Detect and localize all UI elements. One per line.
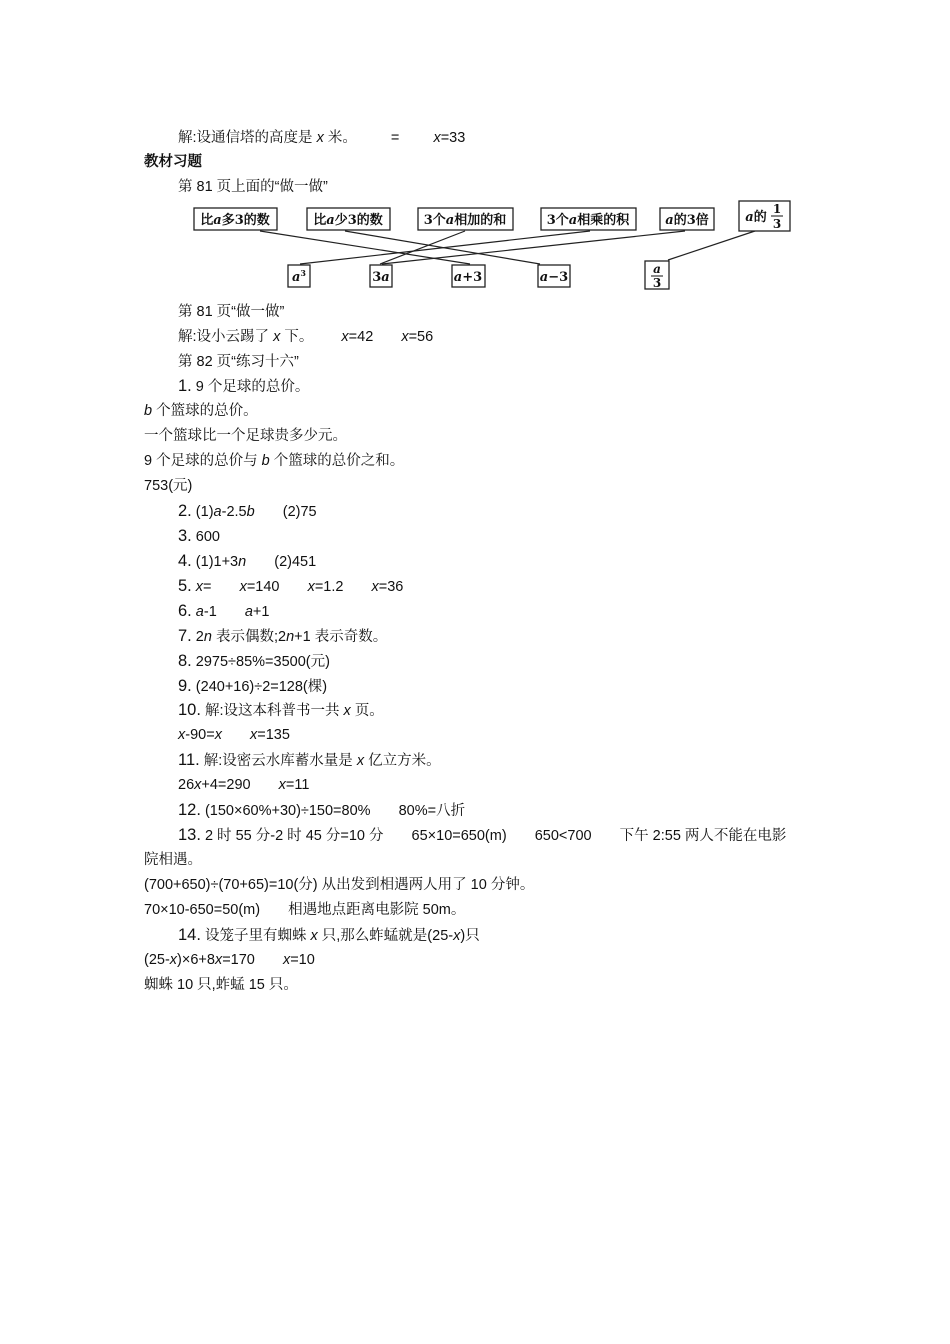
item-5-t2: =140 xyxy=(246,579,280,595)
p81-answer-line xyxy=(178,327,433,347)
intro-prefix: 解:设通信塔的高度是 xyxy=(178,130,313,146)
p81-answer-a2: =56 xyxy=(408,329,434,345)
item-12-a: (150×60%+30)÷150=80% xyxy=(204,803,371,819)
connector-line xyxy=(382,231,685,264)
item-7-v2: n xyxy=(286,629,295,645)
section-title: 教材习题 xyxy=(144,154,202,170)
item-5-v2: x xyxy=(239,579,247,595)
bottom-box-label-4: a−3 xyxy=(539,270,569,285)
bottom-box-label-2: 3a xyxy=(372,270,390,285)
item-4-b: (2)451 xyxy=(274,554,317,570)
item-13-line-1 xyxy=(178,825,786,846)
item-1-line-4-pre: 9 个足球的总价与 xyxy=(144,453,258,469)
top-box-label-4: 3个a相乘的积 xyxy=(546,213,630,228)
item-2-b: (2)75 xyxy=(282,504,317,520)
item-5-v3: x xyxy=(307,579,315,595)
item-3-number: 3. xyxy=(178,527,192,545)
p81-answer-var: x xyxy=(273,329,281,345)
item-14-l2-v3: x xyxy=(282,952,291,968)
item-13-c: 650<700 xyxy=(534,828,592,844)
item-1-line-4-post: 个篮球的总价之和。 xyxy=(273,453,405,469)
item-14-number: 14. xyxy=(178,926,201,944)
item-13-b: 65×10=650(m) xyxy=(411,828,507,844)
item-9-number: 9. xyxy=(178,677,192,695)
matching-diagram xyxy=(190,197,800,292)
item-6-t1: -1 xyxy=(203,604,217,620)
item-2-a-mid: -2.5 xyxy=(221,504,247,520)
item-1-number: 1. xyxy=(178,377,192,395)
item-13-line-2: 院相遇。 xyxy=(144,852,202,868)
item-7-number: 7. xyxy=(178,627,192,645)
intro-answer: =33 xyxy=(440,130,466,146)
item-11-l2-v1: x xyxy=(194,777,202,793)
p81-answer-a1: =42 xyxy=(348,329,374,345)
item-13-line-4 xyxy=(144,900,465,920)
item-7-p1: 2 xyxy=(195,629,204,645)
top-box-label-6: a的 xyxy=(745,210,767,225)
top-box-6-frac-den: 3 xyxy=(772,217,782,231)
item-10-var: x xyxy=(343,703,351,719)
item-6-t2: +1 xyxy=(252,604,270,620)
item-14-l2-t1: (25- xyxy=(144,952,170,968)
item-14-var: x xyxy=(310,928,318,944)
item-14-l2-t2: )×6+8 xyxy=(177,952,215,968)
item-10-pre: 解:设这本科普书一共 xyxy=(204,703,340,719)
p82-title: 第 82 页“练习十六” xyxy=(178,354,299,370)
item-5-line xyxy=(178,576,403,597)
item-14-pre: 设笼子里有蜘蛛 xyxy=(204,928,307,944)
item-5-v4: x xyxy=(371,579,379,595)
item-1-line-2 xyxy=(144,401,258,421)
bottom-box-5-frac-den: 3 xyxy=(652,276,662,290)
top-box-label-1: 比a多3的数 xyxy=(200,213,270,228)
item-14-mid: 只,那么蚱蜢就是(25- xyxy=(321,928,454,944)
item-10-number: 10. xyxy=(178,701,201,719)
item-7-p2: 表示偶数;2 xyxy=(211,629,287,645)
item-13-number: 13. xyxy=(178,826,201,844)
p81-doit-title: 第 81 页“做一做” xyxy=(178,304,285,320)
p81-top-title: 第 81 页上面的“做一做” xyxy=(178,179,328,195)
item-11-post: 亿立方米。 xyxy=(368,753,441,769)
item-2-a: (1) xyxy=(195,504,214,520)
item-7-p3: +1 表示奇数。 xyxy=(294,629,388,645)
item-1-line-3: 一个篮球比一个足球贵多少元。 xyxy=(144,428,347,444)
item-5-t4: =36 xyxy=(378,579,404,595)
connector-line xyxy=(300,231,590,264)
bottom-box-label-3: a+3 xyxy=(453,270,483,285)
item-12-number: 12. xyxy=(178,801,201,819)
top-box-label-2: 比a少3的数 xyxy=(313,213,383,228)
item-1-line-4-var: b xyxy=(261,453,270,469)
item-3-line xyxy=(178,526,220,547)
item-1-line-1 xyxy=(178,376,309,397)
item-5-number: 5. xyxy=(178,577,192,595)
item-11-l2-t2: +4=290 xyxy=(201,777,251,793)
item-6-v1: a xyxy=(195,604,204,620)
item-2-a-var: a xyxy=(213,504,222,520)
item-11-l2-t3: =11 xyxy=(285,777,310,793)
item-8-number: 8. xyxy=(178,652,192,670)
item-10-l2-v3: x xyxy=(250,727,258,743)
bottom-box-label-1: $a^3$ xyxy=(291,268,307,285)
item-14-post: )只 xyxy=(460,928,480,944)
item-10-line-1 xyxy=(178,700,384,721)
matching-diagram-svg xyxy=(190,197,800,292)
top-box-6-frac-num: 1 xyxy=(772,202,782,216)
intro-var: x xyxy=(316,130,324,146)
intro-line xyxy=(178,128,465,148)
item-10-l2-v2: x xyxy=(214,727,222,743)
item-8-text: 2975÷85%=3500(元) xyxy=(195,654,330,670)
p81-answer-a1-var: x xyxy=(341,329,349,345)
item-12-b: 80%=八折 xyxy=(398,803,466,819)
item-1-line-4 xyxy=(144,451,404,471)
item-14-l2-v1: x xyxy=(169,952,178,968)
item-1-text: 9 个足球的总价。 xyxy=(195,379,310,395)
item-10-line-2 xyxy=(178,725,290,745)
item-11-var: x xyxy=(356,753,365,769)
item-11-number: 11. xyxy=(178,751,200,769)
item-11-l2-t1: 26 xyxy=(178,777,195,793)
item-2-a-var2: b xyxy=(246,504,255,520)
item-14-l2-t4: =10 xyxy=(290,952,315,968)
item-8-line xyxy=(178,651,330,672)
item-13-d: 下午 2:55 两人不能在电影 xyxy=(619,828,787,844)
item-7-v1: n xyxy=(203,629,212,645)
connector-line xyxy=(668,231,755,260)
item-5-v1: x xyxy=(195,579,204,595)
item-10-l2-t1: -90= xyxy=(185,727,215,743)
item-6-line xyxy=(178,601,269,622)
item-4-a-var: n xyxy=(238,554,247,570)
connector-lines xyxy=(260,231,755,264)
item-1-line-2-text: 个篮球的总价。 xyxy=(152,403,258,419)
bottom-box-5-frac-num: a xyxy=(653,262,661,276)
item-7-line xyxy=(178,626,387,647)
item-10-l2-v1: x xyxy=(178,727,186,743)
item-13-l4-b: 相遇地点距离电影院 50m。 xyxy=(288,902,466,918)
item-11-pre: 解:设密云水库蓄水量是 xyxy=(203,753,353,769)
item-13-l4-a: 70×10-650=50(m) xyxy=(144,902,261,918)
item-10-l2-t2: =135 xyxy=(257,727,290,743)
item-4-line xyxy=(178,551,316,572)
item-6-number: 6. xyxy=(178,602,192,620)
top-box-label-3: 3个a相加的和 xyxy=(423,213,507,228)
item-12-line xyxy=(178,800,465,821)
item-10-post: 页。 xyxy=(354,703,384,719)
item-9-text: (240+16)÷2=128(棵) xyxy=(195,679,328,695)
item-13-a: 2 时 55 分-2 时 45 分=10 分 xyxy=(204,828,384,844)
item-11-line-1 xyxy=(178,750,441,771)
item-13-line-3: (700+650)÷(70+65)=10(分) 从出发到相遇两人用了 10 分钟。 xyxy=(144,877,535,893)
item-11-l2-v2: x xyxy=(278,777,286,793)
item-5-t3: =1.2 xyxy=(314,579,344,595)
item-9-line xyxy=(178,676,327,697)
item-11-line-2 xyxy=(178,775,309,795)
item-14-l2-v2: x xyxy=(214,952,223,968)
intro-answer-var: x xyxy=(433,130,441,146)
item-14-line-1 xyxy=(178,925,480,946)
top-box-label-5: a的3倍 xyxy=(665,213,709,228)
item-14-line-3: 蜘蛛 10 只,蚱蜢 15 只。 xyxy=(144,977,298,993)
item-5-t1: = xyxy=(203,579,212,595)
item-3-text: 600 xyxy=(195,529,220,545)
item-4-a: (1)1+3 xyxy=(195,554,239,570)
item-1-line-5: 753(元) xyxy=(144,478,193,494)
item-1-line-2-var: b xyxy=(144,403,153,419)
item-4-number: 4. xyxy=(178,552,192,570)
p81-answer-prefix: 解:设小云踢了 xyxy=(178,329,270,345)
p81-answer-suffix: 下。 xyxy=(284,329,314,345)
item-6-v2: a xyxy=(244,604,253,620)
connector-line xyxy=(260,231,470,264)
item-14-var2: x xyxy=(453,928,461,944)
item-14-line-2 xyxy=(144,950,315,970)
item-2-line xyxy=(178,501,317,522)
intro-eq: = xyxy=(390,130,400,146)
p81-answer-a2-var: x xyxy=(401,329,409,345)
intro-suffix: 米。 xyxy=(327,130,357,146)
item-2-number: 2. xyxy=(178,502,192,520)
item-14-l2-t3: =170 xyxy=(222,952,255,968)
